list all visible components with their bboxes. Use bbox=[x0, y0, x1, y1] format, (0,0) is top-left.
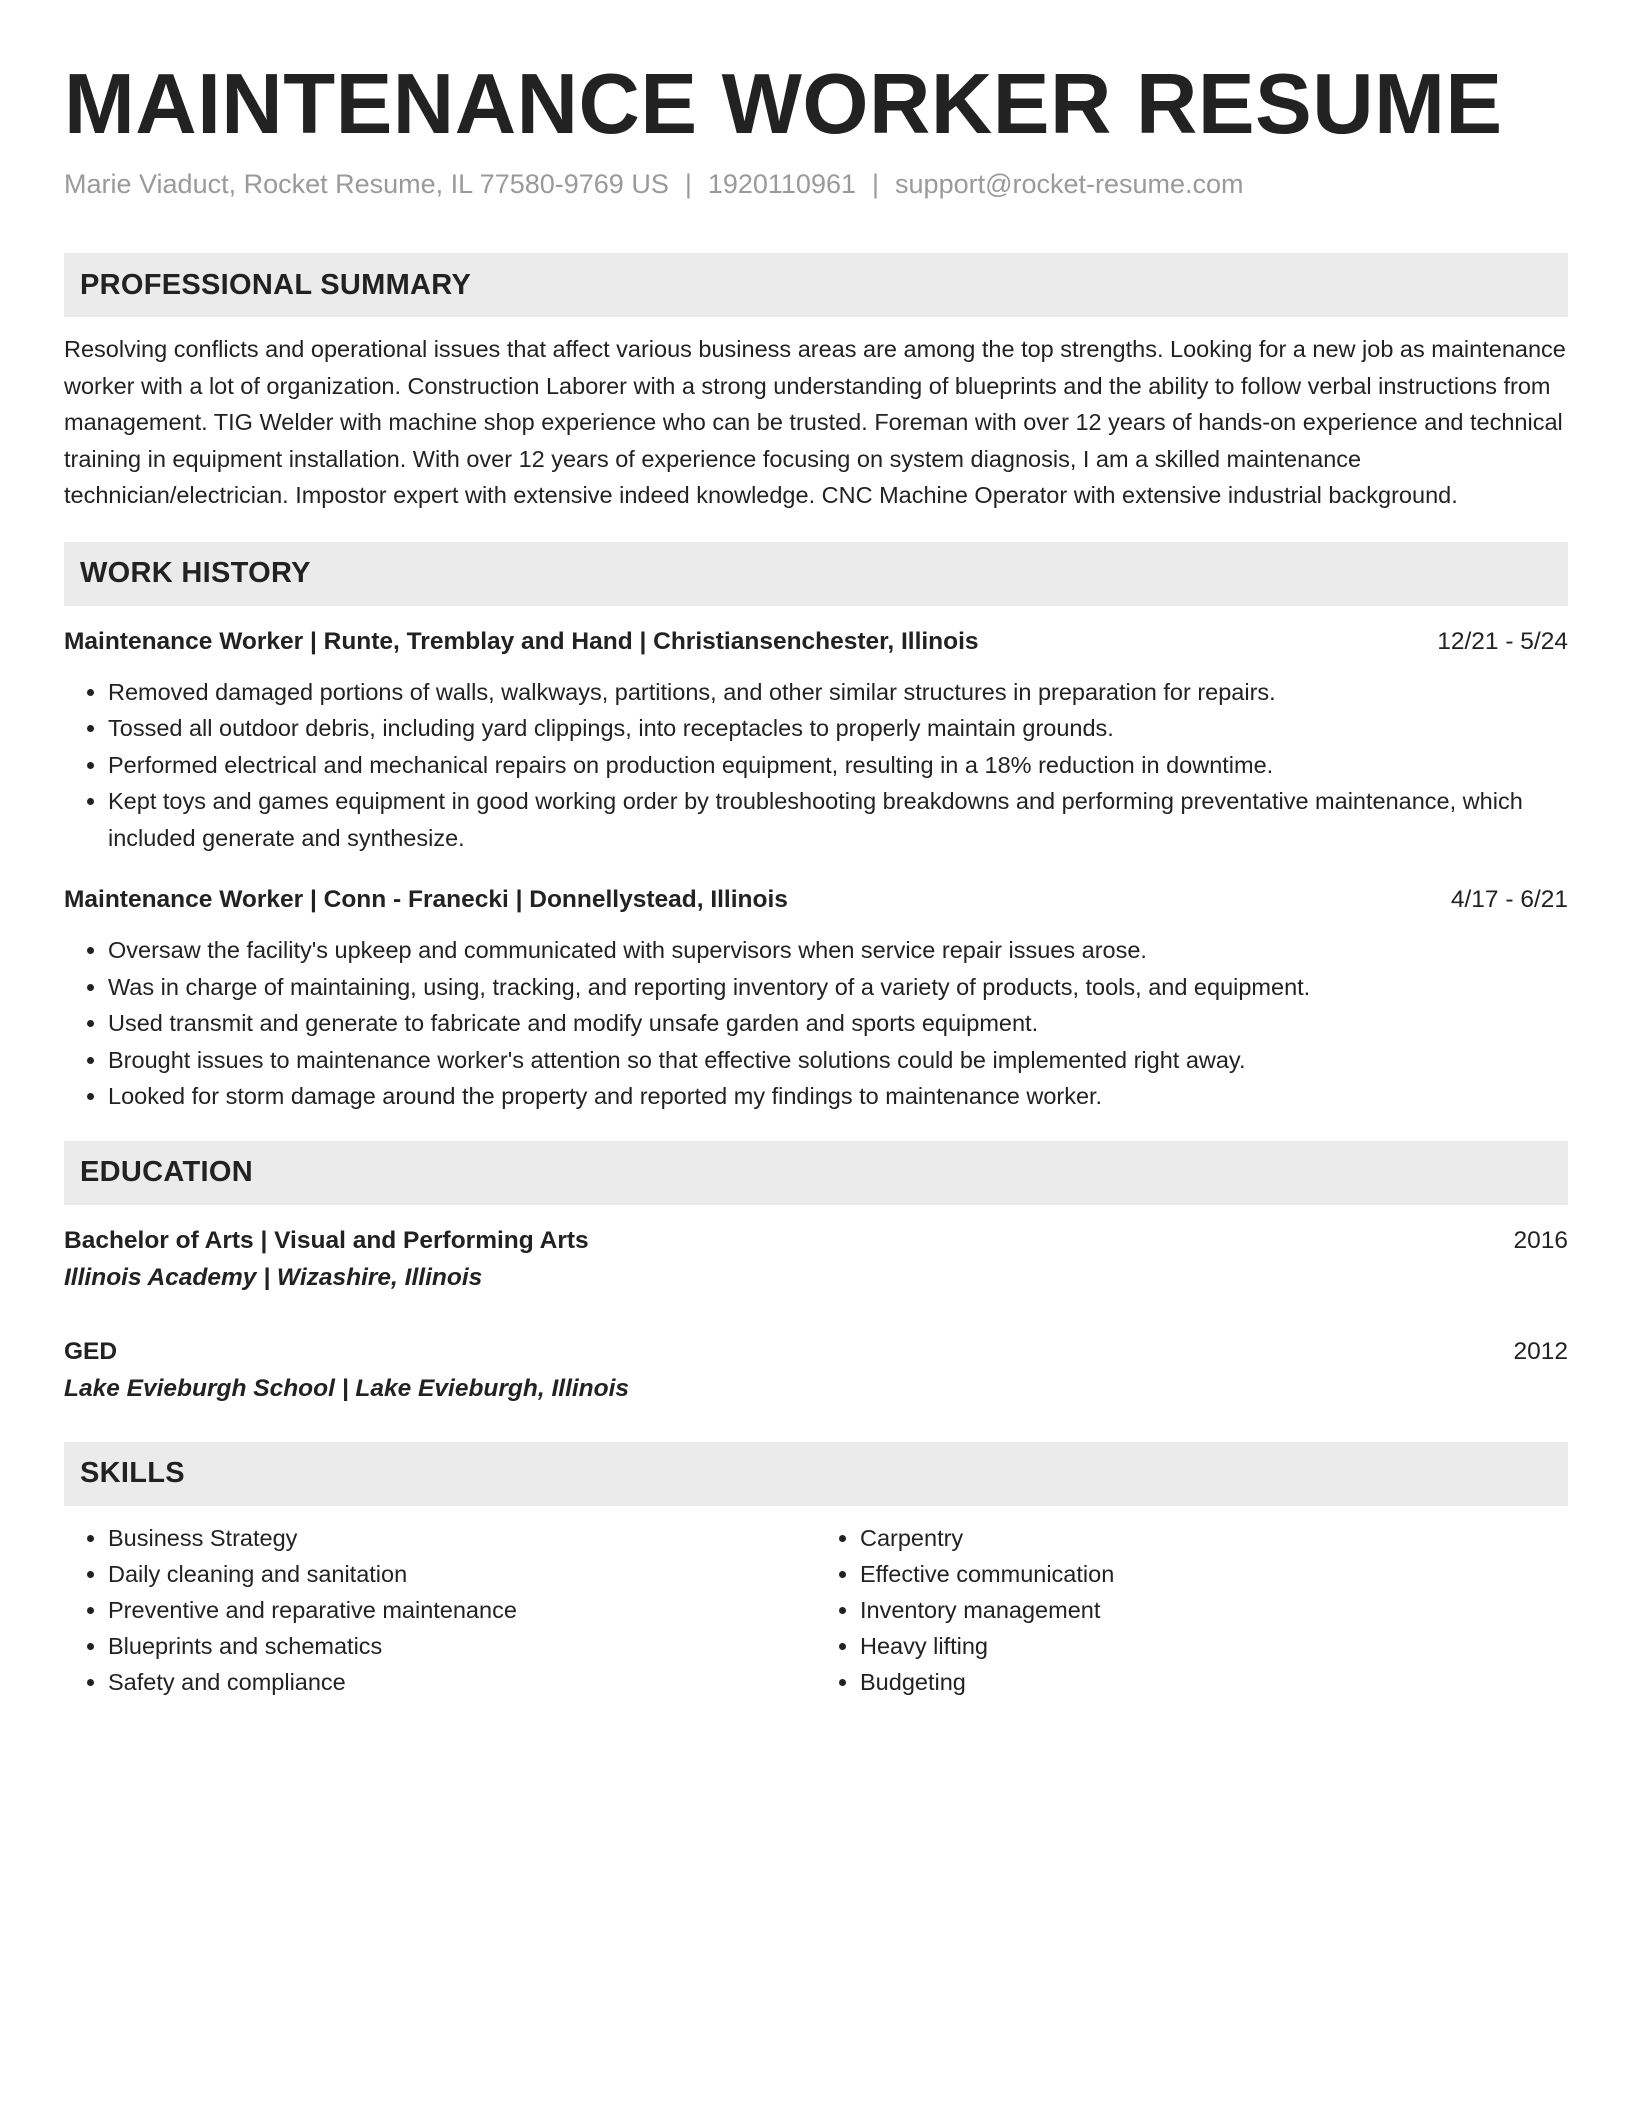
skills-list bbox=[64, 1520, 1568, 1700]
education-degree: GED bbox=[64, 1337, 118, 1365]
education-header bbox=[64, 1334, 1568, 1370]
job-bullet: • Performed electrical and mechanical repairs on production equipment, resulting in a 18% reduction in downtime. bbox=[108, 747, 1568, 784]
resume-title: MAINTENANCE WORKER RESUME bbox=[64, 57, 1503, 152]
skills-column-left bbox=[64, 1520, 816, 1700]
skill-item: • Budgeting bbox=[860, 1664, 1568, 1700]
education-entry bbox=[64, 1334, 1568, 1408]
section-header-education: EDUCATION bbox=[64, 1141, 1568, 1205]
skill-item: • Safety and compliance bbox=[108, 1664, 816, 1700]
job-header bbox=[64, 882, 1568, 918]
job-bullet: • Used transmit and generate to fabricate and modify unsafe garden and sports equipment. bbox=[108, 1005, 1568, 1042]
job-title: Maintenance Worker | Runte, Tremblay and Hand | Christiansenchester, Illinois bbox=[64, 627, 979, 655]
contact-address: Marie Viaduct, Rocket Resume, IL 77580-9769 US bbox=[64, 169, 669, 199]
education-year: 2012 bbox=[1513, 1337, 1568, 1365]
job-header bbox=[64, 624, 1568, 660]
education-year: 2016 bbox=[1513, 1226, 1568, 1254]
skill-item: • Blueprints and schematics bbox=[108, 1628, 816, 1664]
skill-item: • Daily cleaning and sanitation bbox=[108, 1556, 816, 1592]
skill-item: • Carpentry bbox=[860, 1520, 1568, 1556]
job-dates: 12/21 - 5/24 bbox=[1437, 627, 1568, 655]
job-bullet: • Removed damaged portions of walls, walkways, partitions, and other similar structures in preparation for repairs. bbox=[108, 674, 1568, 711]
job-bullets bbox=[64, 674, 1568, 857]
skill-item: • Business Strategy bbox=[108, 1520, 816, 1556]
job-bullet: • Was in charge of maintaining, using, tracking, and reporting inventory of a variety of products, tools, and equipment. bbox=[108, 969, 1568, 1006]
contact-phone: 1920110961 bbox=[707, 169, 857, 199]
job-bullet: • Tossed all outdoor debris, including yard clippings, into receptacles to properly maintain grounds. bbox=[108, 710, 1568, 747]
section-header-skills: SKILLS bbox=[64, 1442, 1568, 1506]
job-bullet: • Brought issues to maintenance worker's attention so that effective solutions could be implemented right away. bbox=[108, 1042, 1568, 1079]
contact-separator: | bbox=[684, 169, 692, 199]
job-entry bbox=[64, 882, 1568, 1115]
skill-item: • Preventive and reparative maintenance bbox=[108, 1592, 816, 1628]
job-bullets bbox=[64, 932, 1568, 1115]
contact-line bbox=[64, 167, 1568, 201]
education-degree: Bachelor of Arts | Visual and Performing Arts bbox=[64, 1226, 589, 1254]
job-bullet: • Oversaw the facility's upkeep and communicated with supervisors when service repair issues arose. bbox=[108, 932, 1568, 969]
section-header-work-history: WORK HISTORY bbox=[64, 542, 1568, 606]
job-title: Maintenance Worker | Conn - Franecki | Donnellystead, Illinois bbox=[64, 886, 788, 913]
skill-item: • Effective communication bbox=[860, 1556, 1568, 1592]
contact-separator: | bbox=[872, 169, 880, 199]
skills-column-right bbox=[816, 1520, 1568, 1700]
job-bullet: • Kept toys and games equipment in good working order by troubleshooting breakdowns and performing preventative maintenance, which included generate and synthesize. bbox=[108, 783, 1568, 856]
education-header bbox=[64, 1223, 1568, 1259]
summary-text: Resolving conflicts and operational issues that affect various business areas are among the top strengths. Looking for a new job as maintenance worker with a lot of organization. Construction Laborer with a strong understanding of blueprints and the ability to follow verbal instructions from management. TIG Welder with machine shop experience who can be trusted. Foreman with over 12 years of hands-on experience and technical training in equipment installation. With over 12 years of experience focusing on system diagnosis, I am a skilled maintenance technician/electrician. Impostor expert with extensive indeed knowledge. CNC Machine Operator with extensive industrial background. bbox=[64, 336, 1566, 508]
job-entry bbox=[64, 624, 1568, 857]
education-school: Illinois Academy | Wizashire, Illinois bbox=[64, 1263, 483, 1291]
contact-email: support@rocket-resume.com bbox=[895, 169, 1244, 199]
job-bullet: • Looked for storm damage around the property and reported my findings to maintenance worker. bbox=[108, 1078, 1568, 1115]
education-entry bbox=[64, 1223, 1568, 1297]
skill-item: • Inventory management bbox=[860, 1592, 1568, 1628]
section-header-summary: PROFESSIONAL SUMMARY bbox=[64, 253, 1568, 317]
job-dates: 4/17 - 6/21 bbox=[1450, 886, 1568, 913]
education-school: Lake Evieburgh School | Lake Evieburgh, Illinois bbox=[64, 1374, 630, 1402]
skill-item: • Heavy lifting bbox=[860, 1628, 1568, 1664]
